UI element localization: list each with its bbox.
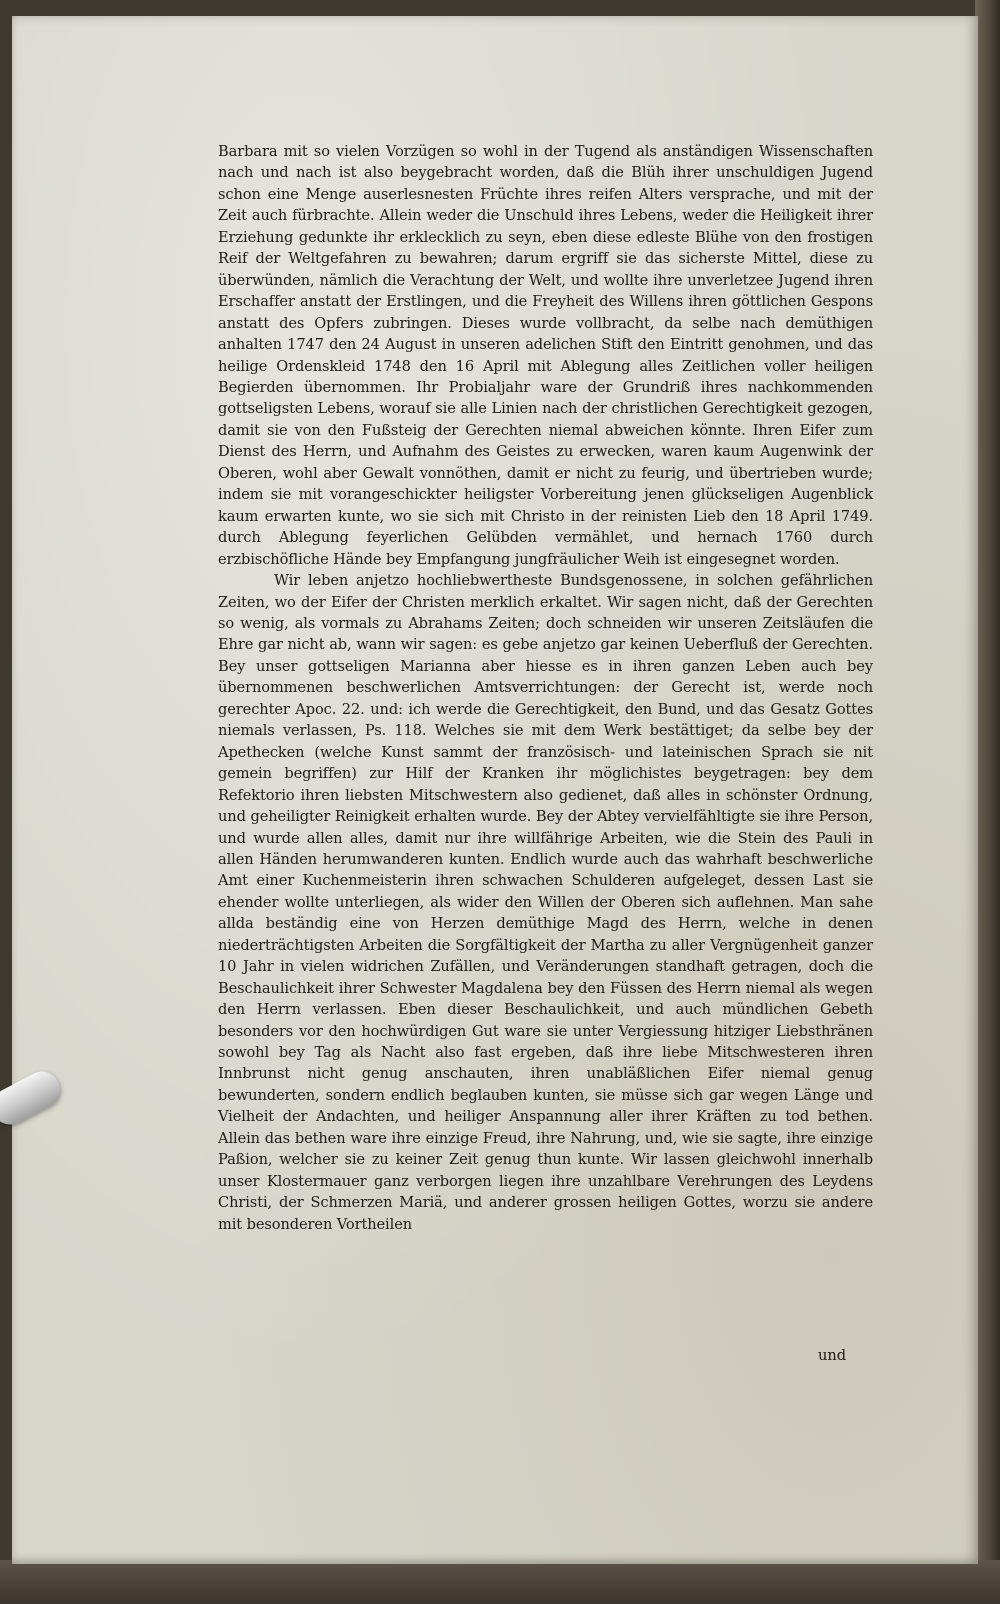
catchword: und: [818, 1347, 847, 1364]
scan-edge-right: [975, 0, 1000, 1604]
paragraph: Barbara mit so vielen Vorzügen so wohl in der Tugend als anständigen Wissenschaften nach und nach ist also beygebracht worden, daß die Blüh ihrer unschuldigen Jugend schon eine Menge auserlesnesten Früchte ihres reifen Alters versprache, und mit der Zeit auch fürbrachte. Allein weder die Unschuld ihres Lebens, weder die Heiligkeit ihrer Erziehung gedunkte ihr erklecklich zu seyn, eben diese edleste Blühe von den frostigen Reif der Weltgefahren zu bewahren; darum ergriff sie das sicherste Mittel, diese zu überwünden, nämlich die Verachtung der Welt, und wollte ihre unverletzee Jugend ihren Erschaffer anstatt der Erstlingen, und die Freyheit des Willens ihren göttlichen Gespons anstatt des Opfers zubringen. Dieses wurde vollbracht, da selbe nach demüthigen anhalten 1747 den 24 August in unseren adelichen Stift den Eintritt genohmen, und das heilige Ordenskleid 1748 den 16 April mit Ablegung alles Zeitlichen voller heiligen Begierden übernommen. Ihr Probialjahr ware der Grundriß ihres nachkommenden gottseligsten Lebens, worauf sie alle Linien nach der christlichen Gerechtigkeit gezogen, damit sie von den Fußsteig der Gerechten niemal abweichen könnte. Ihren Eifer zum Dienst des Herrn, und Aufnahm des Geistes zu erwecken, waren kaum Augenwink der Oberen, wohl aber Gewalt vonnöthen, damit er nicht zu feurig, und übertrieben wurde; indem sie mit vorangeschickter heiligster Vorbereitung jenen glückseligen Augenblick kaum erwarten kunte, wo sie sich mit Christo in der reinisten Lieb den 18 April 1749. durch Ablegung feyerlichen Gelübden vermählet, und hernach 1760 durch erzbischöfliche Hände bey Empfangung jungfräulicher Weih ist eingesegnet worden.: [218, 143, 873, 568]
scan-edge-bottom: [0, 1560, 1000, 1604]
body-text: [218, 141, 873, 1235]
paragraph: Wir leben anjetzo hochliebwertheste Bundsgenossene, in solchen gefährlichen Zeiten, wo der Eifer der Christen merklich erkaltet. Wir sagen nicht, daß der Gerechten so wenig, als vormals zu Abrahams Zeiten; doch schneiden wir unseren Zeitsläufen die Ehre gar nicht ab, wann wir sagen: es gebe anjetzo gar keinen Ueberfluß der Gerechten. Bey unser gottseligen Marianna aber hiesse es in ihren ganzen Leben auch bey übernommenen beschwerlichen Amtsverrichtungen: der Gerecht ist, werde noch gerechter Apoc. 22. und: ich werde die Gerechtigkeit, den Bund, und das Gesatz Gottes niemals verlassen, Ps. 118. Welches sie mit dem Werk bestättiget; da selbe bey der Apethecken (welche Kunst sammt der französisch- und lateinischen Sprach sie nit gemein begriffen) zur Hilf der Kranken ihr möglichistes beygetragen: bey dem Refektorio ihren liebsten Mitschwestern also gedienet, daß alles in schönster Ordnung, und geheiligter Reinigkeit erhalten wurde. Bey der Abtey vervielfähltigte sie ihre Person, und wurde allen alles, damit nur ihre willfährige Arbeiten, wie die Stein des Pauli in allen Händen herumwanderen kunten. Endlich wurde auch das wahrhaft beschwerliche Amt einer Kuchenmeisterin ihren schwachen Schulderen aufgeleget, dessen Last sie ehender wollte unterliegen, als wider den Willen der Oberen sich auflehnen. Man sahe allda beständig eine von Herzen demüthige Magd des Herrn, welche in denen niederträchtigsten Arbeiten die Sorgfältigkeit der Martha zu aller Vergnügenheit ganzer 10 Jahr in vielen widrichen Zufällen, und Veränderungen standhaft getragen, doch die Beschaulichkeit ihrer Schwester Magdalena bey den Füssen des Herrn niemal als wegen den Herrn verlassen. Eben dieser Beschaulichkeit, und auch mündlichen Gebeth besonders vor den hochwürdigen Gut ware sie unter Vergiessung hitziger Liebsthränen sowohl bey Tag als Nacht also fast ergeben, daß ihre liebe Mitschwesteren ihren Innbrunst nicht genug anschauten, ihren unabläßlichen Eifer niemal genug bewunderten, sondern endlich beglauben kunten, sie müsse sich gar wegen Länge und Vielheit der Andachten, und heiliger Anspannung aller ihrer Kräften zu tod bethen. Allein das bethen ware ihre einzige Freud, ihre Nahrung, und, wie sie sagte, ihre einzige Paßion, welcher sie zu keiner Zeit genug thun kunte. Wir lassen gleichwohl innerhalb unser Klostermauer ganz verborgen liegen ihre unzahlbare Verehrungen des Leydens Christi, der Schmerzen Mariä, und anderer grossen heiligen Gottes, worzu sie andere mit besonderen Vortheilen: [218, 572, 873, 1233]
